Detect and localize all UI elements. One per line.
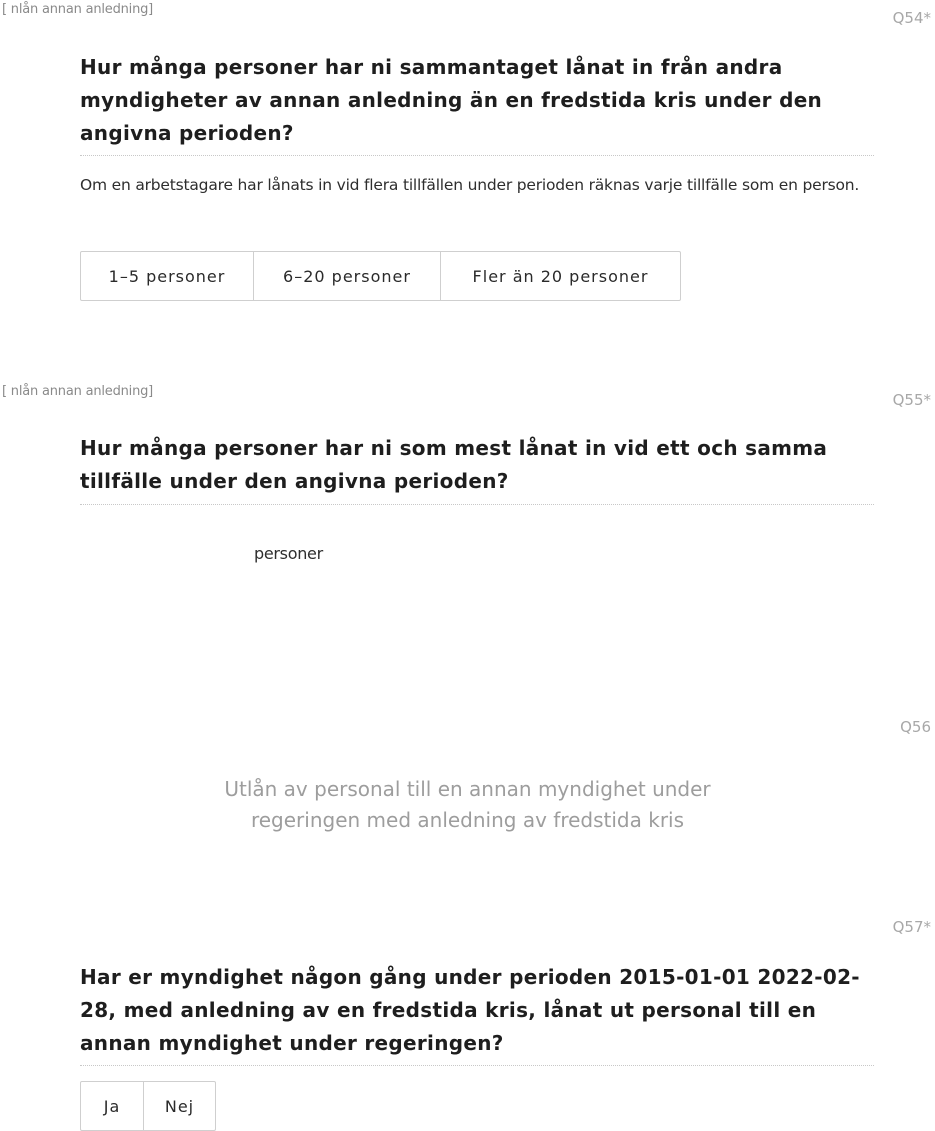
q54-option-more-than-20[interactable]: Fler än 20 personer <box>440 252 680 300</box>
q57-option-yes[interactable]: Ja <box>103 1096 121 1116</box>
q56-number: Q56 <box>900 718 931 736</box>
q55-divider <box>80 504 874 505</box>
q54-filter-tag: [ nlån annan anledning] <box>2 2 154 17</box>
q55-number: Q55* <box>892 391 931 409</box>
q54-divider <box>80 155 874 156</box>
q55-filter-tag: [ nlån annan anledning] <box>2 384 154 399</box>
q57-answer-group <box>80 1081 216 1131</box>
q54-option-1-5[interactable]: 1–5 personer <box>108 266 226 286</box>
q57-divider <box>80 1065 874 1066</box>
q54-answer-group <box>80 251 681 301</box>
q57-number: Q57* <box>892 918 931 936</box>
q54-question-title: Hur många personer har ni sammantaget lånat in från andra myndigheter av annan anledning än en fredstida kris under den angivna perioden? <box>80 55 823 145</box>
q54-helper-text: Om en arbetstagare har lånats in vid flera tillfällen under perioden räknas varje tillfälle som en person. <box>80 176 860 194</box>
q55-unit-label: personer <box>254 544 323 563</box>
q55-question-title: Hur många personer har ni som mest lånat in vid ett och samma tillfälle under den angivna perioden? <box>80 436 828 493</box>
q56-section-heading <box>0 774 935 836</box>
q57-option-no[interactable]: Nej <box>143 1082 215 1130</box>
q56-section-line-2: regeringen med anledning av fredstida kris <box>250 808 685 832</box>
q54-number: Q54* <box>892 9 931 27</box>
q57-question-title: Har er myndighet någon gång under perioden 2015-01-01 2022-02-28, med anledning av en fredstida kris, lånat ut personal till en annan myndighet under regeringen? <box>80 965 860 1055</box>
q54-option-6-20[interactable]: 6–20 personer <box>253 252 440 300</box>
q56-section-line-1: Utlån av personal till en annan myndighet under <box>224 777 711 801</box>
